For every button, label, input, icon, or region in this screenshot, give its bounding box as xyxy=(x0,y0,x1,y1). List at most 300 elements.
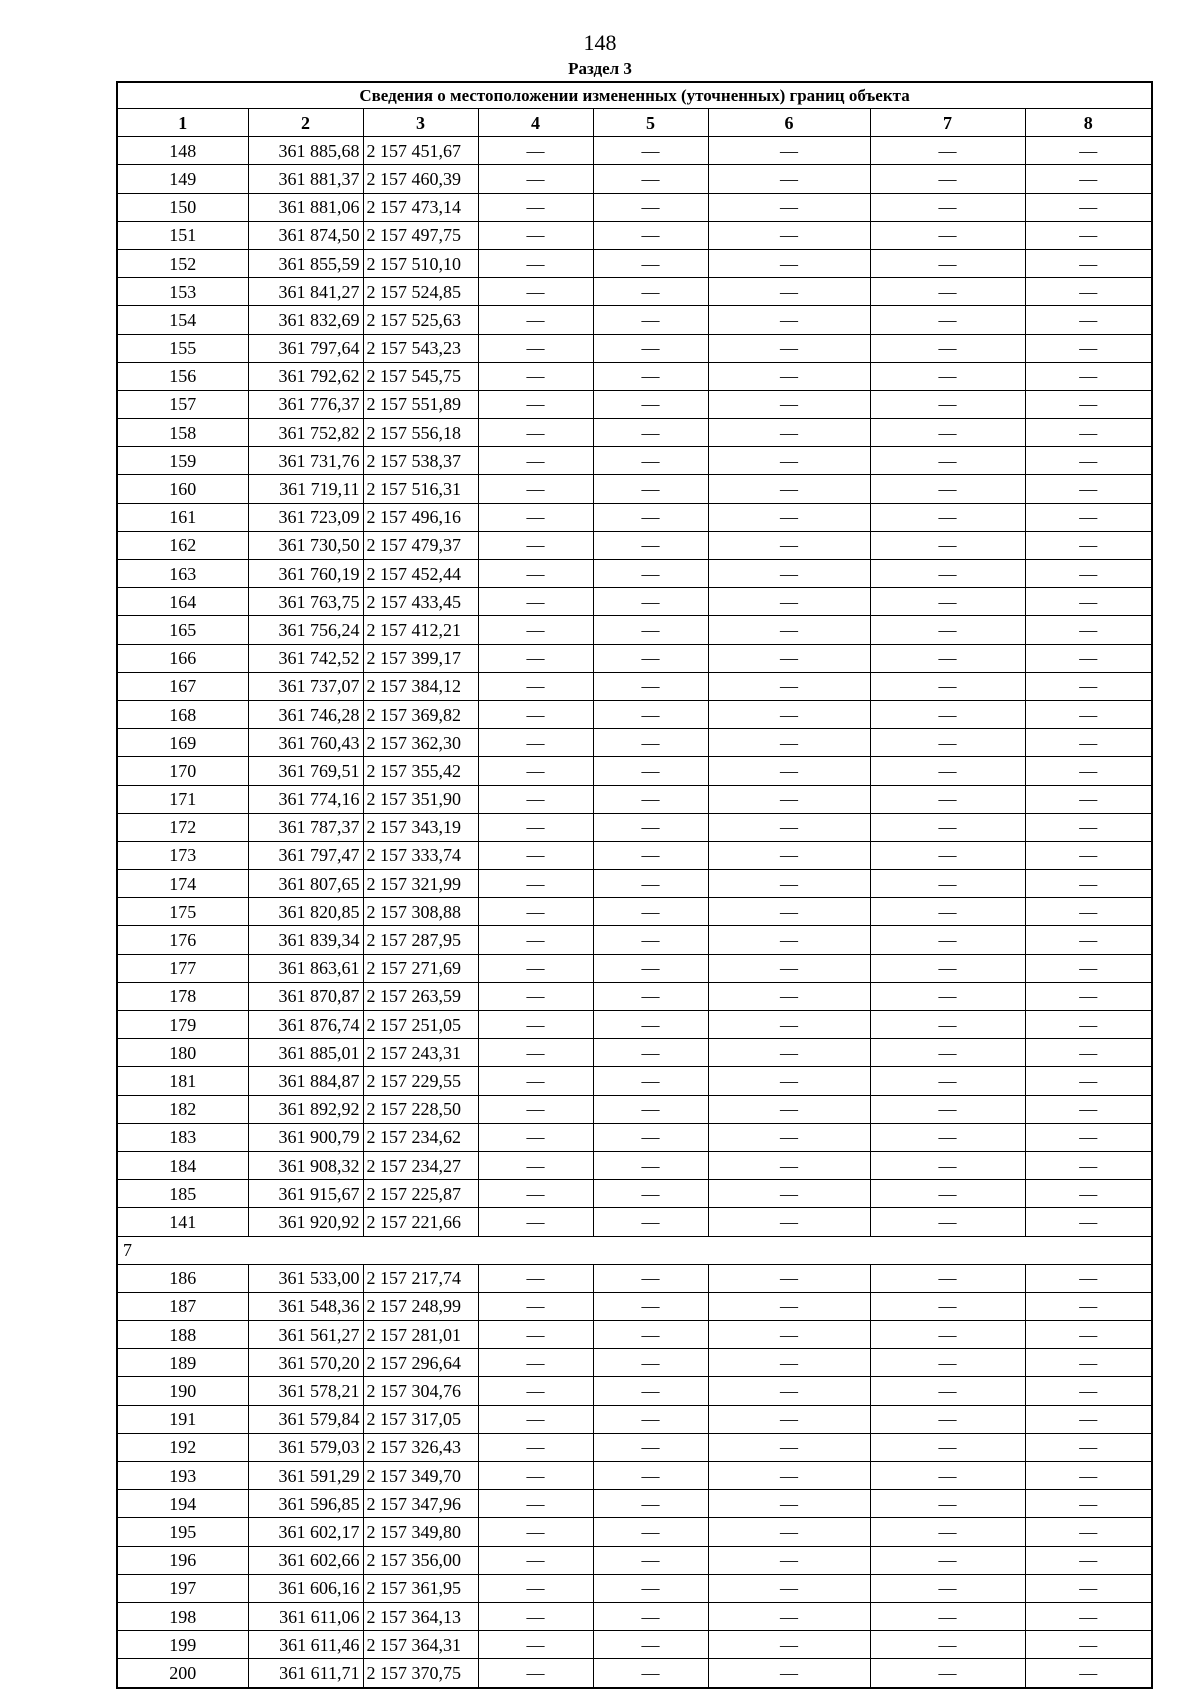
group-row xyxy=(117,1236,1152,1264)
y-coordinate-cell: 2 157 308,88 xyxy=(363,898,478,926)
empty-dash-cell: — xyxy=(478,531,593,559)
y-coordinate-cell: 2 157 538,37 xyxy=(363,447,478,475)
empty-dash-cell: — xyxy=(708,1292,870,1320)
x-coordinate-cell: 361 579,84 xyxy=(248,1405,363,1433)
table-row xyxy=(117,531,1152,559)
empty-dash-cell: — xyxy=(870,757,1025,785)
empty-dash-cell: — xyxy=(478,1039,593,1067)
point-number-cell: 178 xyxy=(117,982,248,1010)
point-number-cell: 192 xyxy=(117,1433,248,1461)
empty-dash-cell: — xyxy=(478,1264,593,1292)
point-number-cell: 183 xyxy=(117,1123,248,1151)
table-row xyxy=(117,278,1152,306)
x-coordinate-cell: 361 885,01 xyxy=(248,1039,363,1067)
empty-dash-cell: — xyxy=(870,982,1025,1010)
empty-dash-cell: — xyxy=(593,1180,708,1208)
empty-dash-cell: — xyxy=(593,672,708,700)
empty-dash-cell: — xyxy=(593,362,708,390)
empty-dash-cell: — xyxy=(593,870,708,898)
x-coordinate-cell: 361 730,50 xyxy=(248,531,363,559)
table-row xyxy=(117,249,1152,277)
empty-dash-cell: — xyxy=(1025,1039,1152,1067)
y-coordinate-cell: 2 157 460,39 xyxy=(363,165,478,193)
point-number-cell: 157 xyxy=(117,390,248,418)
point-number-cell: 170 xyxy=(117,757,248,785)
empty-dash-cell: — xyxy=(870,1574,1025,1602)
empty-dash-cell: — xyxy=(708,1631,870,1659)
empty-dash-cell: — xyxy=(478,137,593,165)
empty-dash-cell: — xyxy=(870,1067,1025,1095)
y-coordinate-cell: 2 157 362,30 xyxy=(363,729,478,757)
y-coordinate-cell: 2 157 556,18 xyxy=(363,419,478,447)
point-number-cell: 154 xyxy=(117,306,248,334)
empty-dash-cell: — xyxy=(1025,249,1152,277)
y-coordinate-cell: 2 157 479,37 xyxy=(363,531,478,559)
empty-dash-cell: — xyxy=(708,841,870,869)
table-row xyxy=(117,616,1152,644)
empty-dash-cell: — xyxy=(708,1405,870,1433)
empty-dash-cell: — xyxy=(1025,644,1152,672)
empty-dash-cell: — xyxy=(593,560,708,588)
empty-dash-cell: — xyxy=(1025,475,1152,503)
empty-dash-cell: — xyxy=(1025,1518,1152,1546)
empty-dash-cell: — xyxy=(593,841,708,869)
y-coordinate-cell: 2 157 525,63 xyxy=(363,306,478,334)
empty-dash-cell: — xyxy=(593,813,708,841)
y-coordinate-cell: 2 157 251,05 xyxy=(363,1011,478,1039)
y-coordinate-cell: 2 157 364,13 xyxy=(363,1602,478,1630)
empty-dash-cell: — xyxy=(708,193,870,221)
empty-dash-cell: — xyxy=(593,137,708,165)
empty-dash-cell: — xyxy=(870,729,1025,757)
empty-dash-cell: — xyxy=(593,1208,708,1236)
x-coordinate-cell: 361 870,87 xyxy=(248,982,363,1010)
column-header: 8 xyxy=(1025,109,1152,137)
table-row xyxy=(117,137,1152,165)
empty-dash-cell: — xyxy=(593,644,708,672)
point-number-cell: 175 xyxy=(117,898,248,926)
table-row xyxy=(117,1602,1152,1630)
empty-dash-cell: — xyxy=(478,841,593,869)
point-number-cell: 193 xyxy=(117,1462,248,1490)
y-coordinate-cell: 2 157 364,31 xyxy=(363,1631,478,1659)
x-coordinate-cell: 361 760,43 xyxy=(248,729,363,757)
empty-dash-cell: — xyxy=(593,1405,708,1433)
empty-dash-cell: — xyxy=(708,1349,870,1377)
empty-dash-cell: — xyxy=(1025,1659,1152,1688)
table-row xyxy=(117,898,1152,926)
empty-dash-cell: — xyxy=(478,1405,593,1433)
table-row xyxy=(117,1039,1152,1067)
empty-dash-cell: — xyxy=(593,1546,708,1574)
empty-dash-cell: — xyxy=(1025,785,1152,813)
point-number-cell: 190 xyxy=(117,1377,248,1405)
empty-dash-cell: — xyxy=(870,447,1025,475)
empty-dash-cell: — xyxy=(708,588,870,616)
x-coordinate-cell: 361 570,20 xyxy=(248,1349,363,1377)
empty-dash-cell: — xyxy=(1025,1067,1152,1095)
point-number-cell: 182 xyxy=(117,1095,248,1123)
empty-dash-cell: — xyxy=(1025,1123,1152,1151)
y-coordinate-cell: 2 157 524,85 xyxy=(363,278,478,306)
empty-dash-cell: — xyxy=(593,306,708,334)
y-coordinate-cell: 2 157 287,95 xyxy=(363,926,478,954)
empty-dash-cell: — xyxy=(708,1574,870,1602)
empty-dash-cell: — xyxy=(708,1433,870,1461)
point-number-cell: 172 xyxy=(117,813,248,841)
y-coordinate-cell: 2 157 355,42 xyxy=(363,757,478,785)
empty-dash-cell: — xyxy=(1025,503,1152,531)
empty-dash-cell: — xyxy=(1025,1095,1152,1123)
x-coordinate-cell: 361 881,06 xyxy=(248,193,363,221)
table-row xyxy=(117,1518,1152,1546)
table-row xyxy=(117,1462,1152,1490)
x-coordinate-cell: 361 611,46 xyxy=(248,1631,363,1659)
point-number-cell: 169 xyxy=(117,729,248,757)
x-coordinate-cell: 361 900,79 xyxy=(248,1123,363,1151)
empty-dash-cell: — xyxy=(1025,1546,1152,1574)
empty-dash-cell: — xyxy=(478,898,593,926)
table-row xyxy=(117,729,1152,757)
x-coordinate-cell: 361 742,52 xyxy=(248,644,363,672)
empty-dash-cell: — xyxy=(1025,334,1152,362)
empty-dash-cell: — xyxy=(708,813,870,841)
y-coordinate-cell: 2 157 551,89 xyxy=(363,390,478,418)
empty-dash-cell: — xyxy=(1025,1011,1152,1039)
empty-dash-cell: — xyxy=(1025,1574,1152,1602)
point-number-cell: 171 xyxy=(117,785,248,813)
point-number-cell: 149 xyxy=(117,165,248,193)
empty-dash-cell: — xyxy=(1025,447,1152,475)
table-row xyxy=(117,757,1152,785)
empty-dash-cell: — xyxy=(1025,137,1152,165)
empty-dash-cell: — xyxy=(1025,165,1152,193)
empty-dash-cell: — xyxy=(1025,1405,1152,1433)
empty-dash-cell: — xyxy=(870,898,1025,926)
x-coordinate-cell: 361 579,03 xyxy=(248,1433,363,1461)
y-coordinate-cell: 2 157 496,16 xyxy=(363,503,478,531)
table-caption-row xyxy=(117,82,1152,109)
empty-dash-cell: — xyxy=(478,334,593,362)
y-coordinate-cell: 2 157 543,23 xyxy=(363,334,478,362)
y-coordinate-cell: 2 157 234,62 xyxy=(363,1123,478,1151)
empty-dash-cell: — xyxy=(1025,1321,1152,1349)
empty-dash-cell: — xyxy=(593,1462,708,1490)
empty-dash-cell: — xyxy=(870,1039,1025,1067)
x-coordinate-cell: 361 863,61 xyxy=(248,954,363,982)
empty-dash-cell: — xyxy=(593,278,708,306)
y-coordinate-cell: 2 157 343,19 xyxy=(363,813,478,841)
empty-dash-cell: — xyxy=(593,1602,708,1630)
empty-dash-cell: — xyxy=(1025,870,1152,898)
empty-dash-cell: — xyxy=(593,503,708,531)
empty-dash-cell: — xyxy=(870,926,1025,954)
point-number-cell: 164 xyxy=(117,588,248,616)
y-coordinate-cell: 2 157 263,59 xyxy=(363,982,478,1010)
empty-dash-cell: — xyxy=(708,785,870,813)
empty-dash-cell: — xyxy=(708,1321,870,1349)
empty-dash-cell: — xyxy=(708,898,870,926)
point-number-cell: 151 xyxy=(117,221,248,249)
empty-dash-cell: — xyxy=(1025,278,1152,306)
empty-dash-cell: — xyxy=(593,898,708,926)
empty-dash-cell: — xyxy=(593,1039,708,1067)
point-number-cell: 167 xyxy=(117,672,248,700)
empty-dash-cell: — xyxy=(478,1546,593,1574)
empty-dash-cell: — xyxy=(708,306,870,334)
empty-dash-cell: — xyxy=(870,362,1025,390)
table-row xyxy=(117,306,1152,334)
empty-dash-cell: — xyxy=(593,588,708,616)
y-coordinate-cell: 2 157 349,70 xyxy=(363,1462,478,1490)
x-coordinate-cell: 361 723,09 xyxy=(248,503,363,531)
empty-dash-cell: — xyxy=(1025,193,1152,221)
empty-dash-cell: — xyxy=(1025,419,1152,447)
x-coordinate-cell: 361 855,59 xyxy=(248,249,363,277)
empty-dash-cell: — xyxy=(593,757,708,785)
x-coordinate-cell: 361 885,68 xyxy=(248,137,363,165)
table-row xyxy=(117,1292,1152,1320)
empty-dash-cell: — xyxy=(593,221,708,249)
empty-dash-cell: — xyxy=(593,1151,708,1179)
empty-dash-cell: — xyxy=(870,1123,1025,1151)
empty-dash-cell: — xyxy=(478,926,593,954)
x-coordinate-cell: 361 876,74 xyxy=(248,1011,363,1039)
empty-dash-cell: — xyxy=(870,1095,1025,1123)
empty-dash-cell: — xyxy=(1025,1377,1152,1405)
y-coordinate-cell: 2 157 361,95 xyxy=(363,1574,478,1602)
empty-dash-cell: — xyxy=(870,672,1025,700)
empty-dash-cell: — xyxy=(478,560,593,588)
empty-dash-cell: — xyxy=(478,1292,593,1320)
x-coordinate-cell: 361 841,27 xyxy=(248,278,363,306)
empty-dash-cell: — xyxy=(593,1264,708,1292)
empty-dash-cell: — xyxy=(478,1123,593,1151)
table-row xyxy=(117,841,1152,869)
empty-dash-cell: — xyxy=(870,165,1025,193)
empty-dash-cell: — xyxy=(478,193,593,221)
table-row xyxy=(117,672,1152,700)
y-coordinate-cell: 2 157 497,75 xyxy=(363,221,478,249)
empty-dash-cell: — xyxy=(478,813,593,841)
table-row xyxy=(117,419,1152,447)
empty-dash-cell: — xyxy=(708,1546,870,1574)
point-number-cell: 155 xyxy=(117,334,248,362)
table-row xyxy=(117,362,1152,390)
point-number-cell: 153 xyxy=(117,278,248,306)
table-caption: Сведения о местоположении измененных (уточненных) границ объекта xyxy=(117,82,1152,109)
empty-dash-cell: — xyxy=(708,1490,870,1518)
empty-dash-cell: — xyxy=(870,193,1025,221)
empty-dash-cell: — xyxy=(708,926,870,954)
empty-dash-cell: — xyxy=(708,644,870,672)
empty-dash-cell: — xyxy=(478,1011,593,1039)
empty-dash-cell: — xyxy=(870,278,1025,306)
y-coordinate-cell: 2 157 473,14 xyxy=(363,193,478,221)
point-number-cell: 158 xyxy=(117,419,248,447)
x-coordinate-cell: 361 881,37 xyxy=(248,165,363,193)
empty-dash-cell: — xyxy=(478,1151,593,1179)
y-coordinate-cell: 2 157 452,44 xyxy=(363,560,478,588)
empty-dash-cell: — xyxy=(708,475,870,503)
table-row xyxy=(117,1631,1152,1659)
table-row xyxy=(117,193,1152,221)
empty-dash-cell: — xyxy=(708,729,870,757)
empty-dash-cell: — xyxy=(870,1433,1025,1461)
empty-dash-cell: — xyxy=(478,1067,593,1095)
empty-dash-cell: — xyxy=(478,306,593,334)
empty-dash-cell: — xyxy=(870,334,1025,362)
x-coordinate-cell: 361 611,71 xyxy=(248,1659,363,1688)
empty-dash-cell: — xyxy=(593,1349,708,1377)
table-row xyxy=(117,1264,1152,1292)
empty-dash-cell: — xyxy=(478,165,593,193)
table-row xyxy=(117,1433,1152,1461)
point-number-cell: 196 xyxy=(117,1546,248,1574)
x-coordinate-cell: 361 602,66 xyxy=(248,1546,363,1574)
y-coordinate-cell: 2 157 399,17 xyxy=(363,644,478,672)
empty-dash-cell: — xyxy=(708,503,870,531)
empty-dash-cell: — xyxy=(478,1349,593,1377)
table-row xyxy=(117,1377,1152,1405)
empty-dash-cell: — xyxy=(593,1011,708,1039)
empty-dash-cell: — xyxy=(708,616,870,644)
table-row xyxy=(117,644,1152,672)
empty-dash-cell: — xyxy=(593,1574,708,1602)
x-coordinate-cell: 361 611,06 xyxy=(248,1602,363,1630)
empty-dash-cell: — xyxy=(870,1631,1025,1659)
empty-dash-cell: — xyxy=(478,447,593,475)
point-number-cell: 163 xyxy=(117,560,248,588)
empty-dash-cell: — xyxy=(593,1433,708,1461)
empty-dash-cell: — xyxy=(870,1659,1025,1688)
point-number-cell: 165 xyxy=(117,616,248,644)
empty-dash-cell: — xyxy=(478,475,593,503)
empty-dash-cell: — xyxy=(1025,1264,1152,1292)
table-row xyxy=(117,1151,1152,1179)
empty-dash-cell: — xyxy=(478,982,593,1010)
empty-dash-cell: — xyxy=(593,249,708,277)
point-number-cell: 195 xyxy=(117,1518,248,1546)
table-row xyxy=(117,813,1152,841)
page-number: 148 xyxy=(583,30,617,55)
empty-dash-cell: — xyxy=(593,926,708,954)
y-coordinate-cell: 2 157 217,74 xyxy=(363,1264,478,1292)
table-row xyxy=(117,785,1152,813)
empty-dash-cell: — xyxy=(870,1405,1025,1433)
empty-dash-cell: — xyxy=(593,1631,708,1659)
empty-dash-cell: — xyxy=(593,1123,708,1151)
empty-dash-cell: — xyxy=(478,362,593,390)
empty-dash-cell: — xyxy=(478,1377,593,1405)
empty-dash-cell: — xyxy=(708,165,870,193)
y-coordinate-cell: 2 157 326,43 xyxy=(363,1433,478,1461)
empty-dash-cell: — xyxy=(478,390,593,418)
table-row xyxy=(117,1405,1152,1433)
empty-dash-cell: — xyxy=(708,1123,870,1151)
empty-dash-cell: — xyxy=(708,1095,870,1123)
empty-dash-cell: — xyxy=(478,757,593,785)
y-coordinate-cell: 2 157 451,67 xyxy=(363,137,478,165)
empty-dash-cell: — xyxy=(870,1180,1025,1208)
point-number-cell: 197 xyxy=(117,1574,248,1602)
x-coordinate-cell: 361 797,47 xyxy=(248,841,363,869)
empty-dash-cell: — xyxy=(1025,1151,1152,1179)
empty-dash-cell: — xyxy=(1025,672,1152,700)
empty-dash-cell: — xyxy=(1025,616,1152,644)
point-number-cell: 177 xyxy=(117,954,248,982)
x-coordinate-cell: 361 774,16 xyxy=(248,785,363,813)
coordinates-table xyxy=(116,81,1153,1689)
table-row xyxy=(117,503,1152,531)
x-coordinate-cell: 361 892,92 xyxy=(248,1095,363,1123)
empty-dash-cell: — xyxy=(1025,898,1152,926)
table-row xyxy=(117,1321,1152,1349)
empty-dash-cell: — xyxy=(478,1462,593,1490)
point-number-cell: 181 xyxy=(117,1067,248,1095)
y-coordinate-cell: 2 157 243,31 xyxy=(363,1039,478,1067)
y-coordinate-cell: 2 157 333,74 xyxy=(363,841,478,869)
empty-dash-cell: — xyxy=(1025,926,1152,954)
table-row xyxy=(117,1574,1152,1602)
empty-dash-cell: — xyxy=(593,475,708,503)
empty-dash-cell: — xyxy=(593,1659,708,1688)
column-header: 3 xyxy=(363,109,478,137)
empty-dash-cell: — xyxy=(478,1659,593,1688)
empty-dash-cell: — xyxy=(708,278,870,306)
empty-dash-cell: — xyxy=(593,982,708,1010)
empty-dash-cell: — xyxy=(478,1321,593,1349)
point-number-cell: 185 xyxy=(117,1180,248,1208)
empty-dash-cell: — xyxy=(1025,560,1152,588)
point-number-cell: 188 xyxy=(117,1321,248,1349)
empty-dash-cell: — xyxy=(708,1602,870,1630)
empty-dash-cell: — xyxy=(870,1462,1025,1490)
empty-dash-cell: — xyxy=(870,560,1025,588)
empty-dash-cell: — xyxy=(478,616,593,644)
empty-dash-cell: — xyxy=(870,1292,1025,1320)
empty-dash-cell: — xyxy=(593,447,708,475)
empty-dash-cell: — xyxy=(870,419,1025,447)
empty-dash-cell: — xyxy=(870,390,1025,418)
empty-dash-cell: — xyxy=(708,334,870,362)
y-coordinate-cell: 2 157 221,66 xyxy=(363,1208,478,1236)
empty-dash-cell: — xyxy=(870,531,1025,559)
y-coordinate-cell: 2 157 516,31 xyxy=(363,475,478,503)
empty-dash-cell: — xyxy=(478,588,593,616)
empty-dash-cell: — xyxy=(870,1602,1025,1630)
empty-dash-cell: — xyxy=(870,1546,1025,1574)
empty-dash-cell: — xyxy=(1025,729,1152,757)
x-coordinate-cell: 361 756,24 xyxy=(248,616,363,644)
empty-dash-cell: — xyxy=(1025,1349,1152,1377)
empty-dash-cell: — xyxy=(708,531,870,559)
empty-dash-cell: — xyxy=(478,700,593,728)
group-label: 7 xyxy=(117,1236,1152,1264)
empty-dash-cell: — xyxy=(708,982,870,1010)
empty-dash-cell: — xyxy=(478,785,593,813)
empty-dash-cell: — xyxy=(593,954,708,982)
empty-dash-cell: — xyxy=(708,1518,870,1546)
empty-dash-cell: — xyxy=(1025,813,1152,841)
empty-dash-cell: — xyxy=(1025,1602,1152,1630)
y-coordinate-cell: 2 157 510,10 xyxy=(363,249,478,277)
empty-dash-cell: — xyxy=(478,954,593,982)
empty-dash-cell: — xyxy=(593,334,708,362)
y-coordinate-cell: 2 157 370,75 xyxy=(363,1659,478,1688)
x-coordinate-cell: 361 606,16 xyxy=(248,1574,363,1602)
empty-dash-cell: — xyxy=(593,390,708,418)
